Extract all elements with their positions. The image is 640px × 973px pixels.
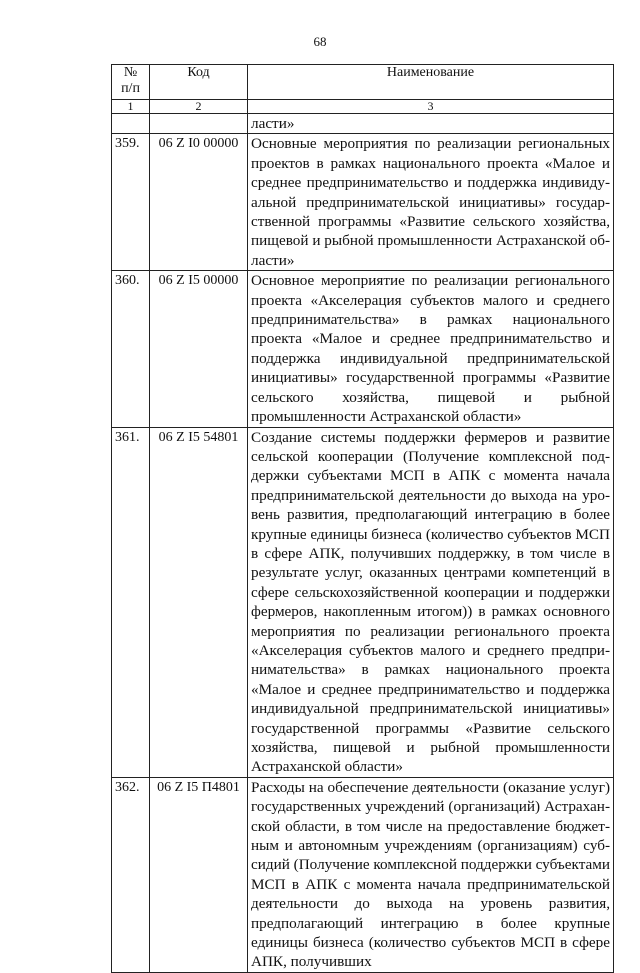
header-code: Код	[150, 65, 248, 100]
column-number-2: 2	[150, 100, 248, 114]
budget-classification-table	[111, 64, 614, 973]
row-code: 06 Z I0 00000	[150, 134, 248, 271]
column-number-1: 1	[112, 100, 150, 114]
row-name: Основные мероприятия по реализации региональных проектов в рамках национального проекта «Малое и среднее предпринимательство и поддержка индивидуальной предпринимательской инициативы» государственной программы «Развитие сельского хозяйства, пищевой и рыбной промышленности Астраханской области»	[248, 134, 614, 271]
row-name: Расходы на обеспечение деятельности (оказание услуг) государственных учреждений (организаций) Астраханской области, в том числе на предоставление бюджетным и автономным учреждениям (организациям) субсидий (Получение комплексной поддержки субъектами МСП в АПК с момента начала предпринимательской деятельности до выхода на уровень развития, предполагающий интеграцию в более крупные единицы бизнеса (количество субъектов МСП в сфере АПК, получивших	[248, 777, 614, 972]
table-row	[112, 777, 614, 972]
row-name: Основное мероприятие по реализации регионального проекта «Акселерация субъектов малого и среднего предпринимательства» в рамках национального проекта «Малое и среднее предпринимательство и поддержка индивидуальной предпринимательской инициативы» государственной программы «Развитие сельского хозяйства, пищевой и рыбной промышленности Астраханской области»	[248, 271, 614, 427]
row-code: 06 Z I5 00000	[150, 271, 248, 427]
continuation-num	[112, 114, 150, 134]
table-row	[112, 271, 614, 427]
column-number-row	[112, 100, 614, 114]
row-number: 360.	[112, 271, 150, 427]
table-header-row	[112, 65, 614, 100]
column-number-3: 3	[248, 100, 614, 114]
row-code: 06 Z I5 П4801	[150, 777, 248, 972]
row-code: 06 Z I5 54801	[150, 427, 248, 777]
row-name: Создание системы поддержки фермеров и развитие сельской кооперации (Получение комплексной поддержки субъектами МСП в АПК с момента начала предпринимательской деятельности до выхода на уровень развития, предполагающий интеграцию в более крупные единицы бизнеса (количество субъектов МСП в сфере АПК, получивших поддержку, в том числе в результате услуг, оказанных центрами компетенций в сфере сельскохозяйственной кооперации и поддержки фермеров, накопленным итогом)) в рамках основного мероприятия по реализации регионального проекта «Акселерация субъектов малого и среднего предпринимательства» в рамках национального проекта «Малое и среднее предпринимательство и поддержка индивидуальной предпринимательской инициативы» государственной программы «Развитие сельского хозяйства, пищевой и рыбной промышленности Астраханской области»	[248, 427, 614, 777]
row-number: 359.	[112, 134, 150, 271]
table-row	[112, 427, 614, 777]
row-number: 361.	[112, 427, 150, 777]
continuation-name: ласти»	[248, 114, 614, 134]
row-number: 362.	[112, 777, 150, 972]
page-number: 68	[313, 34, 327, 49]
header-number: № п/п	[112, 65, 150, 100]
table-row	[112, 134, 614, 271]
continuation-row	[112, 114, 614, 134]
header-name: Наименование	[248, 65, 614, 100]
continuation-code	[150, 114, 248, 134]
